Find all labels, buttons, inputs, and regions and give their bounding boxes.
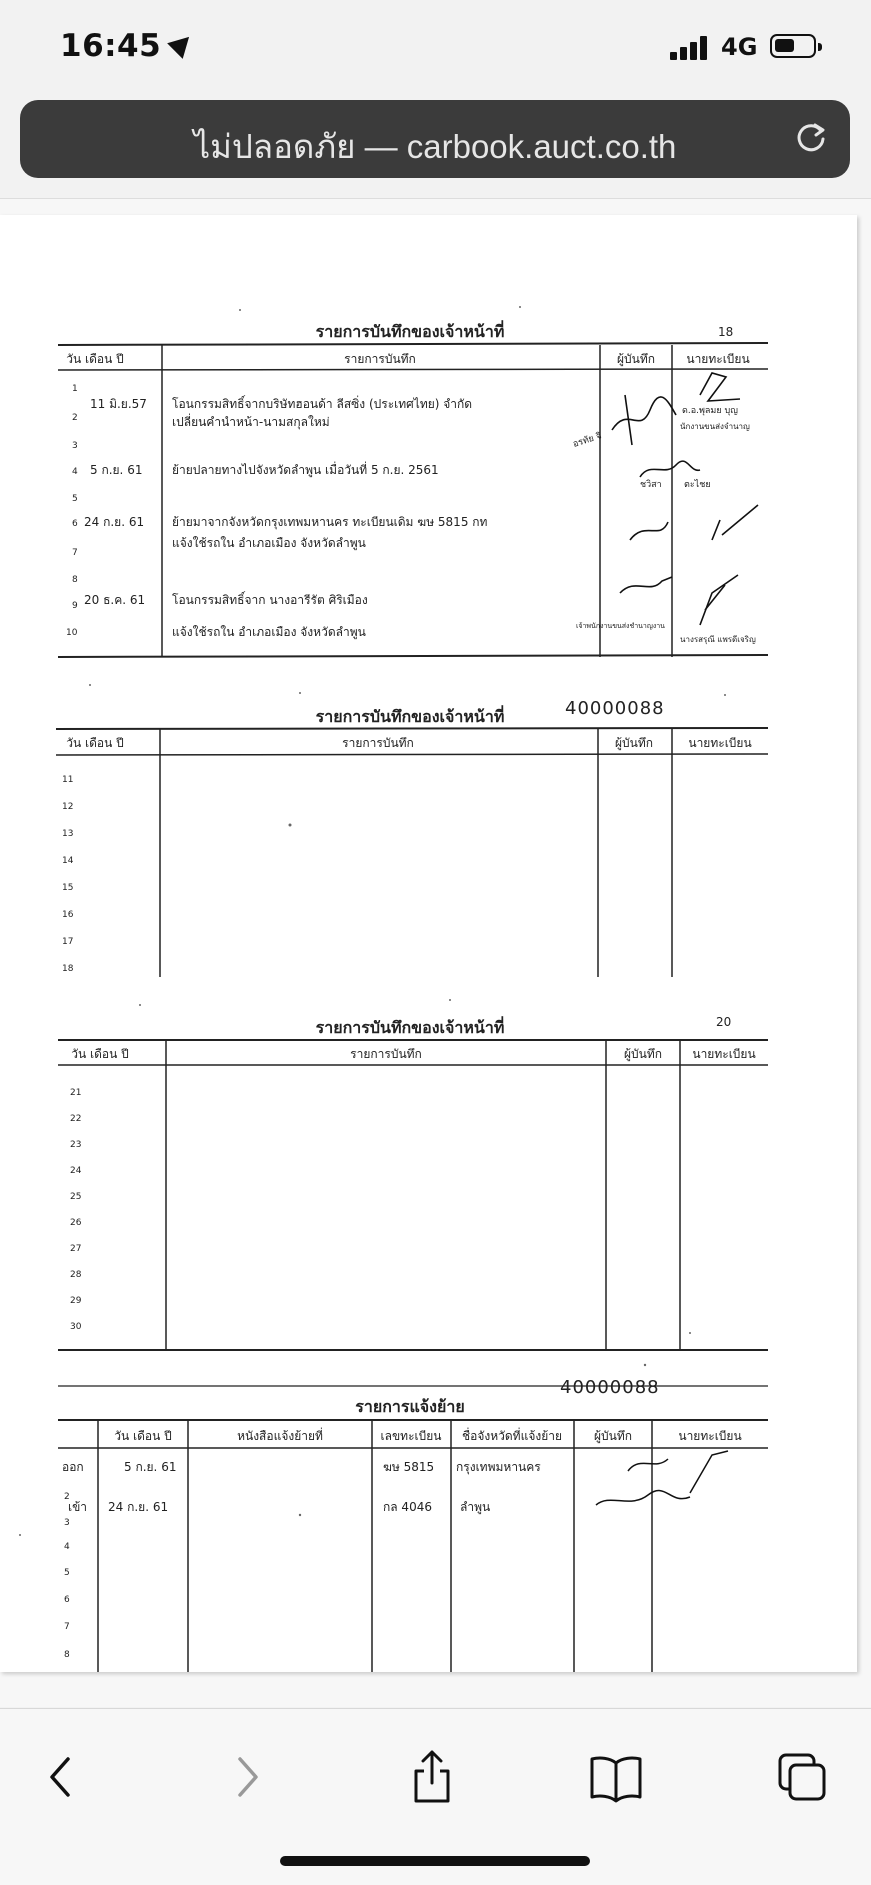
section-1 <box>58 320 768 657</box>
svg-text:29: 29 <box>70 1296 82 1306</box>
svg-text:นางรสรุณี แพรดีเจริญ: นางรสรุณี แพรดีเจริญ <box>680 635 756 644</box>
row-numbers-2 <box>62 775 74 974</box>
move-signatures <box>596 1451 728 1505</box>
section-2 <box>56 705 768 977</box>
svg-text:ตะไชย: ตะไชย <box>684 480 711 490</box>
home-indicator <box>280 1856 590 1866</box>
svg-text:18: 18 <box>62 964 74 974</box>
svg-text:ชวิสา: ชวิสา <box>640 480 662 490</box>
svg-text:นายทะเบียน: นายทะเบียน <box>692 1047 756 1061</box>
svg-text:9: 9 <box>72 601 78 611</box>
svg-text:6: 6 <box>72 519 78 529</box>
svg-text:โอนกรรมสิทธิ์จากบริษัทฮอนด้า ล: โอนกรรมสิทธิ์จากบริษัทฮอนด้า ลีสซิ่ง (ประเทศไทย) จำกัด <box>172 397 473 411</box>
svg-text:เข้า: เข้า <box>68 1500 88 1514</box>
clock: 16:45 <box>60 28 193 64</box>
svg-text:6: 6 <box>64 1595 70 1605</box>
entry-records <box>172 395 488 640</box>
tabs-icon[interactable] <box>772 1747 832 1807</box>
svg-text:นายทะเบียน: นายทะเบียน <box>678 1429 742 1443</box>
cellular-signal-icon <box>670 36 712 60</box>
section-2-title: รายการบันทึกของเจ้าหน้าที่ <box>315 707 505 726</box>
svg-text:27: 27 <box>70 1244 82 1254</box>
date-1: 11 มิ.ย.57 <box>90 397 147 411</box>
document-scan <box>0 215 857 1672</box>
section-3-page-number: 20 <box>716 1015 732 1029</box>
svg-text:ชื่อจังหวัดที่แจ้งย้าย: ชื่อจังหวัดที่แจ้งย้าย <box>461 1429 563 1443</box>
svg-text:4: 4 <box>72 467 78 477</box>
svg-text:รายการบันทึก: รายการบันทึก <box>350 1047 422 1061</box>
svg-text:เปลี่ยนคำนำหน้า-นามสกุลใหม่: เปลี่ยนคำนำหน้า-นามสกุลใหม่ <box>172 415 330 429</box>
status-bar <box>0 0 871 92</box>
network-type: 4G <box>721 33 758 61</box>
reload-icon[interactable] <box>794 121 828 155</box>
svg-text:โอนกรรมสิทธิ์จาก นางอารีรัต ศิ: โอนกรรมสิทธิ์จาก นางอารีรัต ศิริเมือง <box>172 593 368 607</box>
svg-text:แจ้งใช้รถใน อำเภอเมือง จังหวัด: แจ้งใช้รถใน อำเภอเมือง จังหวัดลำพูน <box>172 625 366 639</box>
svg-text:28: 28 <box>70 1270 82 1280</box>
svg-text:2: 2 <box>72 413 78 423</box>
bookmarks-icon[interactable] <box>586 1747 646 1807</box>
location-arrow-icon <box>167 29 197 59</box>
svg-text:23: 23 <box>70 1140 82 1150</box>
svg-text:กล 4046: กล 4046 <box>383 1500 432 1514</box>
svg-text:ย้ายปลายทางไปจังหวัดลำพูน เมื่: ย้ายปลายทางไปจังหวัดลำพูน เมื่อวันที่ 5 ก.ย. 2561 <box>172 463 439 477</box>
svg-text:12: 12 <box>62 802 74 812</box>
svg-text:5: 5 <box>72 494 78 504</box>
svg-text:ออก: ออก <box>62 1460 84 1474</box>
svg-text:30: 30 <box>70 1322 82 1332</box>
header-date: วัน เดือน ปี <box>66 352 124 366</box>
scanned-document <box>0 215 857 1672</box>
svg-text:25: 25 <box>70 1192 82 1202</box>
address-bar[interactable] <box>20 100 850 178</box>
scan-noise <box>19 306 726 1536</box>
svg-text:7: 7 <box>72 548 78 558</box>
svg-text:11: 11 <box>62 775 74 785</box>
section-1-page-number: 18 <box>718 325 734 339</box>
svg-text:4: 4 <box>64 1542 70 1552</box>
svg-text:8: 8 <box>72 575 78 585</box>
svg-text:เลขทะเบียน: เลขทะเบียน <box>380 1429 442 1443</box>
svg-text:ผู้บันทึก: ผู้บันทึก <box>593 1429 633 1443</box>
svg-text:วัน เดือน ปี: วัน เดือน ปี <box>114 1429 172 1443</box>
row-numbers-3 <box>70 1088 82 1332</box>
entry-dates <box>84 397 147 607</box>
svg-text:8: 8 <box>64 1650 70 1660</box>
share-icon[interactable] <box>402 1747 462 1807</box>
svg-text:3: 3 <box>64 1518 70 1528</box>
svg-text:ด.อ.พุลมย บุญ: ด.อ.พุลมย บุญ <box>682 406 738 416</box>
svg-text:2: 2 <box>64 1492 70 1502</box>
section-4-title: รายการแจ้งย้าย <box>355 1397 465 1416</box>
date-4: 20 ธ.ค. 61 <box>84 593 146 607</box>
header-record: รายการบันทึก <box>344 352 416 366</box>
svg-text:รายการบันทึก: รายการบันทึก <box>342 736 414 750</box>
svg-text:17: 17 <box>62 937 74 947</box>
svg-text:3: 3 <box>72 441 78 451</box>
svg-text:7: 7 <box>64 1622 70 1632</box>
svg-text:16: 16 <box>62 910 74 920</box>
row-numbers <box>66 384 78 638</box>
svg-text:วัน เดือน ปี: วัน เดือน ปี <box>66 736 124 750</box>
date-2: 5 ก.ย. 61 <box>90 463 143 477</box>
header-registrar: นายทะเบียน <box>686 352 750 366</box>
svg-text:24 ก.ย. 61: 24 ก.ย. 61 <box>108 1500 169 1514</box>
svg-text:วัน เดือน ปี: วัน เดือน ปี <box>71 1047 129 1061</box>
header-recorder: ผู้บันทึก <box>616 352 656 366</box>
svg-text:13: 13 <box>62 829 74 839</box>
url-text: ไม่ปลอดภัย — carbook.auct.co.th <box>193 128 677 165</box>
svg-text:1: 1 <box>72 384 78 394</box>
svg-text:ฆษ 5815: ฆษ 5815 <box>383 1460 435 1474</box>
svg-text:ลำพูน: ลำพูน <box>460 1500 491 1514</box>
svg-text:26: 26 <box>70 1218 82 1228</box>
stamp-number: 40000088 <box>565 698 665 719</box>
section-3 <box>58 1015 768 1350</box>
svg-text:5: 5 <box>64 1568 70 1578</box>
svg-text:22: 22 <box>70 1114 82 1124</box>
svg-text:24: 24 <box>70 1166 82 1176</box>
svg-text:15: 15 <box>62 883 74 893</box>
back-icon[interactable] <box>30 1747 90 1807</box>
svg-text:ผู้บันทึก: ผู้บันทึก <box>614 736 654 750</box>
section-4 <box>58 1377 768 1672</box>
svg-text:นักงานขนส่งจำนาญ: นักงานขนส่งจำนาญ <box>680 422 750 431</box>
date-3: 24 ก.ย. 61 <box>84 515 145 529</box>
svg-text:แจ้งใช้รถใน อำเภอเมือง จังหวัด: แจ้งใช้รถใน อำเภอเมือง จังหวัดลำพูน <box>172 536 366 550</box>
svg-text:ผู้บันทึก: ผู้บันทึก <box>623 1047 663 1061</box>
section-1-title: รายการบันทึกของเจ้าหน้าที่ <box>315 322 505 341</box>
section-3-title: รายการบันทึกของเจ้าหน้าที่ <box>315 1018 505 1037</box>
signature-names <box>572 406 756 644</box>
svg-text:14: 14 <box>62 856 74 866</box>
move-rows <box>62 1460 541 1515</box>
svg-text:40000088: 40000088 <box>560 1377 660 1398</box>
svg-text:ย้ายมาจากจังหวัดกรุงเทพมหานคร: ย้ายมาจากจังหวัดกรุงเทพมหานคร ทะเบียนเดิม ฆษ 5815 กท <box>172 515 488 529</box>
row-numbers-4 <box>64 1492 70 1660</box>
svg-text:อรทัย จิ: อรทัย จิ <box>571 431 604 450</box>
svg-text:10: 10 <box>66 628 78 638</box>
forward-icon[interactable] <box>218 1747 278 1807</box>
svg-text:นายทะเบียน: นายทะเบียน <box>688 736 752 750</box>
battery-icon <box>770 34 816 58</box>
svg-text:21: 21 <box>70 1088 82 1098</box>
svg-text:5 ก.ย. 61: 5 ก.ย. 61 <box>124 1460 177 1474</box>
svg-text:เจ้าพนักงานขนส่งชำนาญงาน: เจ้าพนักงานขนส่งชำนาญงาน <box>576 622 665 630</box>
svg-text:หนังสือแจ้งย้ายที่: หนังสือแจ้งย้ายที่ <box>237 1429 323 1443</box>
svg-text:กรุงเทพมหานคร: กรุงเทพมหานคร <box>456 1460 541 1474</box>
